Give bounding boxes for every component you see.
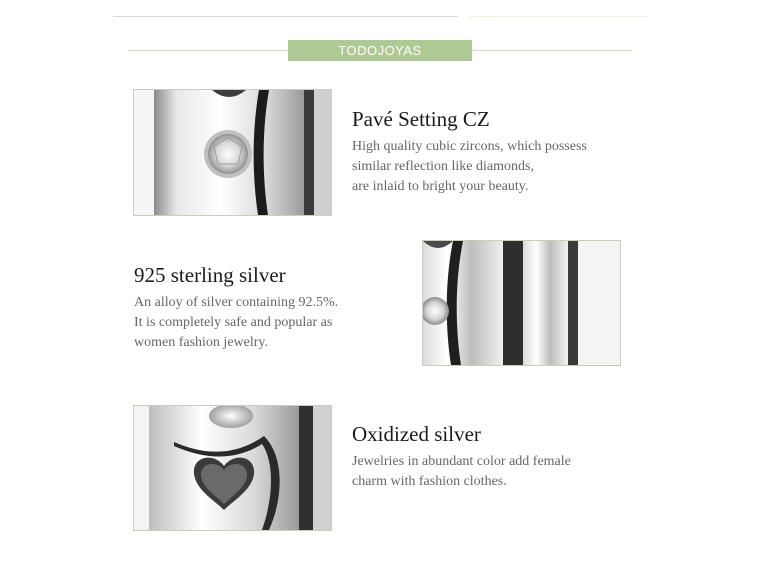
feature-description-line: charm with fashion clothes. (352, 474, 507, 489)
feature-description-line: similar reflection like diamonds, (352, 159, 534, 174)
banner-rule-left (128, 50, 288, 51)
feature-title: Oxidized silver (352, 422, 481, 446)
feature-description-line: An alloy of silver containing 92.5%. (134, 295, 339, 310)
feature-description (352, 137, 587, 197)
feature-description-line: It is completely safe and popular as (134, 315, 333, 330)
feature-title: 925 sterling silver (134, 263, 286, 287)
ring-closeup-zircon-icon (133, 89, 332, 216)
ring-side-silver-icon (422, 240, 621, 366)
brand-banner: TODOJOYAS (288, 40, 472, 61)
banner-rule-right (472, 50, 632, 51)
feature-description-line: women fashion jewelry. (134, 335, 268, 350)
top-divider-right (468, 16, 648, 17)
feature-description-line: High quality cubic zircons, which possess (352, 139, 587, 154)
ring-oxidized-heart-icon (133, 405, 332, 531)
feature-description (352, 452, 571, 492)
top-divider-left (113, 16, 458, 17)
feature-description-line: are inlaid to bright your beauty. (352, 179, 529, 194)
feature-title: Pavé Setting CZ (352, 107, 490, 131)
feature-description (134, 293, 338, 353)
feature-description-line: Jewelries in abundant color add female (352, 454, 571, 469)
